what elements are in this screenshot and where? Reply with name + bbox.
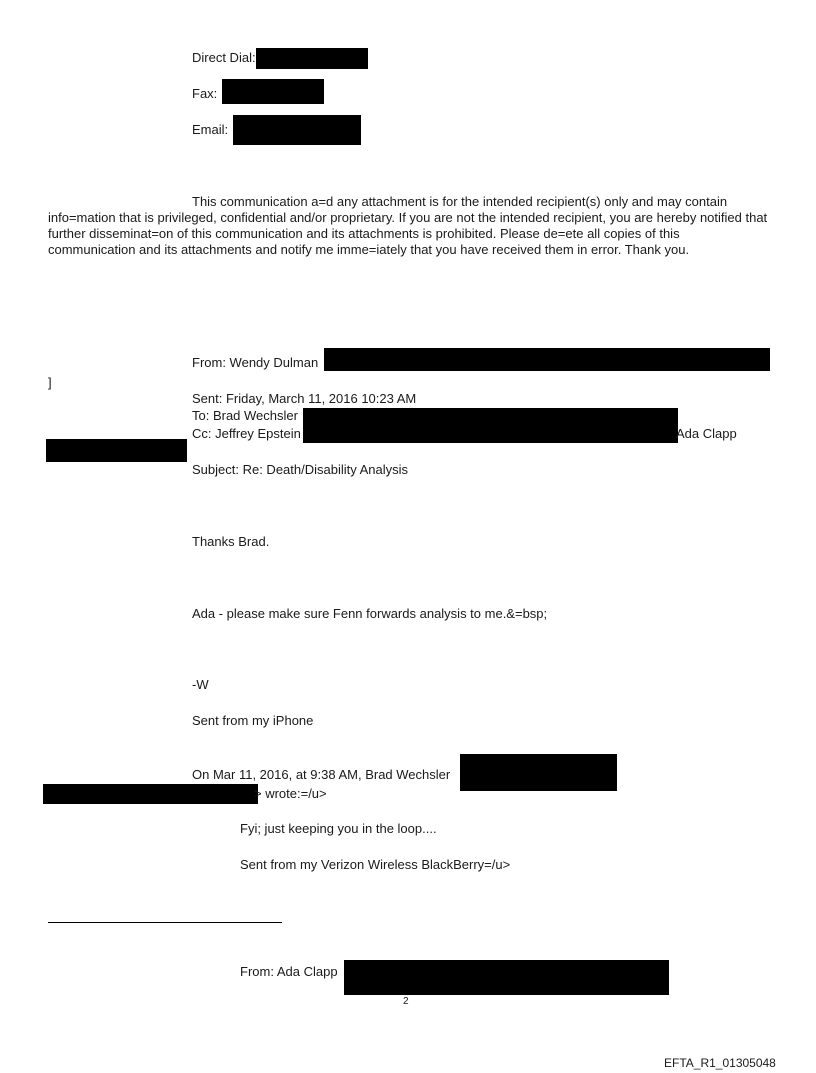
- document-id: EFTA_R1_01305048: [664, 1056, 776, 1070]
- redaction-email: [233, 115, 361, 145]
- redaction-fax: [222, 79, 324, 104]
- email1-bracket: ]: [48, 375, 52, 390]
- message-divider: [48, 922, 282, 923]
- email1-body-line: Ada - please make sure Fenn forwards analysis to me.&=bsp;: [192, 606, 548, 621]
- quoted-signature: Sent from my Verizon Wireless BlackBerry=/u>: [240, 857, 511, 872]
- email1-subject: Subject: Re: Death/Disability Analysis: [192, 462, 409, 477]
- fax-label: Fax:: [192, 86, 218, 101]
- email1-body-line: Thanks Brad.: [192, 534, 270, 549]
- email-label: Email:: [192, 122, 229, 137]
- email1-body-line: -W: [192, 677, 209, 692]
- redaction-quoted-address: [460, 754, 617, 791]
- email1-to: To: Brad Wechsler: [192, 408, 298, 423]
- redaction-cc-addresses: [303, 424, 678, 443]
- redaction-to-address: [303, 408, 678, 425]
- redaction-quoted-address-cont: [43, 784, 258, 804]
- quoted-intro: On Mar 11, 2016, at 9:38 AM, Brad Wechsler: [192, 767, 451, 782]
- email1-body-line: Sent from my iPhone: [192, 713, 314, 728]
- redaction-from-address: [324, 348, 770, 371]
- redaction-direct-dial: [256, 48, 368, 69]
- quoted-wrote: > wrote:=/u>: [254, 786, 327, 801]
- page-number: 2: [403, 996, 409, 1007]
- email1-sent: Sent: Friday, March 11, 2016 10:23 AM: [192, 391, 417, 406]
- quoted-line: Fyi; just keeping you in the loop....: [240, 821, 437, 836]
- direct-dial-label: Direct Dial:: [192, 50, 256, 65]
- redaction-email2-address: [344, 960, 669, 995]
- redaction-cc-continuation: [46, 439, 187, 462]
- disclaimer-text: This communication a=d any attachment is for the intended recipient(s) only and may contain info=mation that is privileged, confidential and/or proprietary. If you are not the intended recipient, you are hereby notified that further disseminat=on of this communication and its attachments is prohibited. Please de=ete all copies of this communication and its attachments and notify me imme=iately that you have received them in error. Thank you.: [48, 194, 768, 257]
- email1-cc-tail: Ada Clapp: [676, 426, 737, 441]
- email1-from: From: Wendy Dulman: [192, 355, 319, 370]
- confidentiality-disclaimer: [48, 194, 770, 258]
- email1-cc: Cc: Jeffrey Epstein: [192, 426, 301, 441]
- email2-from: From: Ada Clapp: [240, 964, 338, 979]
